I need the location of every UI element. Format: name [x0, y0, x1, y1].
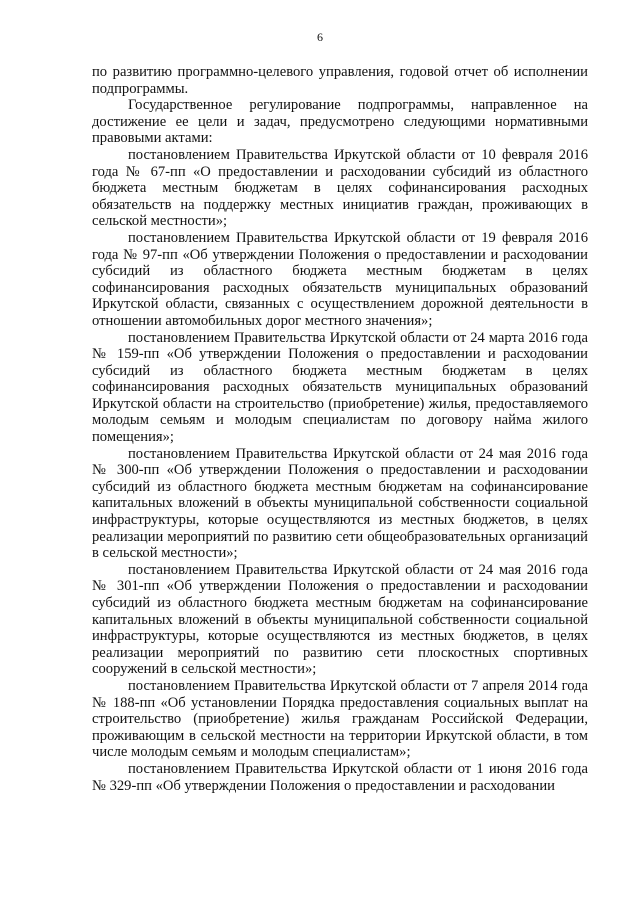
- paragraph-act-159pp: постановлением Правительства Иркутской области от 24 марта 2016 года № 159-пп «Об утверждении Положения о предоставлении и расходовании субсидий из областного бюджета местным бюджетам в целях софинансирования расходных обязательств муниципальных образований Иркутской области на строительство (приобретение) жилья, предоставляемого молодым семьям и молодым специалистам по договору найма жилого помещения»;: [92, 329, 588, 446]
- paragraph-regulation-intro: Государственное регулирование подпрограммы, направленное на достижение ее цели и задач, предусмотрено следующими нормативными правовыми актами:: [92, 97, 588, 147]
- document-body: [92, 64, 588, 794]
- paragraph-act-329pp: постановлением Правительства Иркутской области от 1 июня 2016 года № 329-пп «Об утверждении Положения о предоставлении и расходовании: [92, 760, 588, 794]
- page-number: 6: [317, 30, 323, 44]
- paragraph-act-97pp: постановлением Правительства Иркутской области от 19 февраля 2016 года № 97-пп «Об утверждении Положения о предоставлении и расходовании субсидий из областного бюджета местным бюджетам в целях софинансирования расходных обязательств муниципальных образований Иркутской области, связанных с осуществлением дорожной деятельности в отношении автомобильных дорог местного значения»;: [92, 229, 588, 329]
- paragraph-act-67pp: постановлением Правительства Иркутской области от 10 февраля 2016 года № 67-пп «О предоставлении и расходовании субсидий из областного бюджета местным бюджетам в целях софинансирования расходных обязательств на поддержку местных инициатив граждан, проживающих в сельской местности»;: [92, 146, 588, 230]
- paragraph-act-301pp: постановлением Правительства Иркутской области от 24 мая 2016 года № 301-пп «Об утверждении Положения о предоставлении и расходовании субсидий из областного бюджета местным бюджетам на софинансирование капитальных вложений в объекты муниципальной собственности социальной инфраструктуры, которые осуществляются из местных бюджетов, в целях реализации мероприятий по развитию сети плоскостных спортивных сооружений в сельской местности»;: [92, 561, 588, 678]
- paragraph-act-300pp: постановлением Правительства Иркутской области от 24 мая 2016 года № 300-пп «Об утверждении Положения о предоставлении и расходовании субсидий из областного бюджета местным бюджетам на софинансирование капитальных вложений в объекты муниципальной собственности социальной инфраструктуры, которые осуществляются из местных бюджетов, в целях реализации мероприятий по развитию сети общеобразовательных организаций в сельской местности»;: [92, 445, 588, 562]
- paragraph-continuation: по развитию программно-целевого управления, годовой отчет об исполнении подпрограммы.: [92, 64, 588, 97]
- paragraph-act-188pp: постановлением Правительства Иркутской области от 7 апреля 2014 года № 188-пп «Об установлении Порядка предоставления социальных выплат на строительство (приобретение) жилья гражданам Российской Федерации, проживающим в сельской местности на территории Иркутской области, в том числе молодым семьям и молодым специалистам»;: [92, 677, 588, 761]
